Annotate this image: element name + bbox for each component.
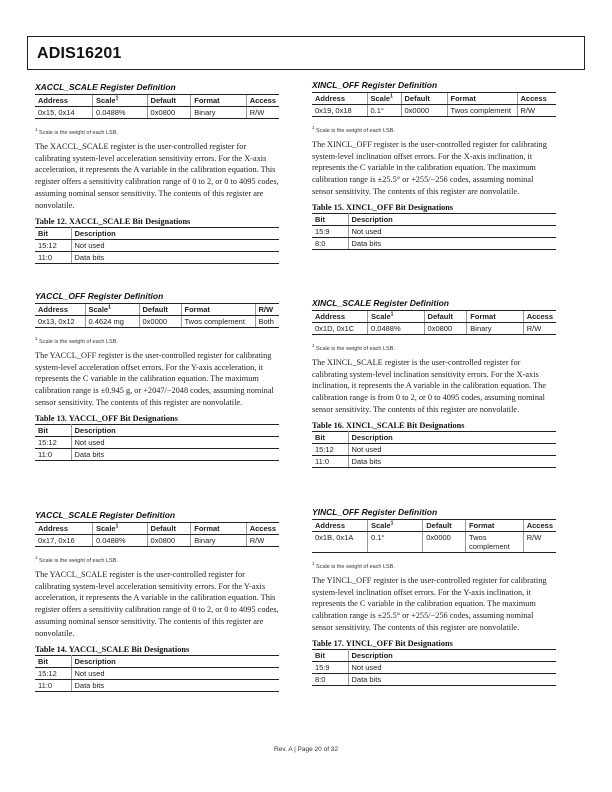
footnote-text: Scale is the weight of each LSB.	[37, 129, 118, 136]
register-table	[312, 520, 556, 553]
col-format: Format	[465, 520, 523, 532]
col-bit: Bit	[35, 227, 71, 239]
col-format: Format	[191, 523, 246, 535]
cell-description: Data bits	[348, 455, 556, 467]
table-header-row	[312, 93, 556, 105]
cell-bit: 8:0	[312, 673, 348, 685]
col-bit: Bit	[312, 649, 348, 661]
page-title: ADIS16201	[37, 45, 122, 62]
register-table	[35, 95, 279, 119]
cell-rw: Both	[255, 316, 279, 328]
cell-format: Twos complement	[465, 532, 523, 553]
col-format: Format	[181, 304, 255, 316]
cell-description: Not used	[348, 225, 556, 237]
cell-bit: 15:12	[35, 239, 71, 251]
footnote	[312, 560, 556, 571]
cell-description: Not used	[71, 436, 279, 448]
section-xaccl-scale	[35, 82, 279, 264]
footnote-marker: 1	[312, 125, 315, 130]
register-title: YACCL_SCALE Register Definition	[35, 510, 279, 523]
body-text: The XINCL_OFF register is the user-controlled register for calibrating system-level inclination offset errors. For the X-axis inclination, it represents the C variable in the calibration equation. The maximum calibration range is ±25.5° or +255/−256 codes, assuming nominal sensor sensitivity. The contents of this register are nonvolatile.	[312, 139, 547, 197]
section-xincl-scale	[312, 298, 556, 468]
cell-access: R/W	[523, 323, 556, 335]
table-header-row	[312, 649, 556, 661]
footnote-text: Scale is the weight of each LSB.	[37, 557, 118, 564]
col-format: Format	[467, 311, 523, 323]
register-table	[312, 311, 556, 335]
cell-bit: 11:0	[35, 251, 71, 263]
cell-description: Not used	[348, 443, 556, 455]
col-scale	[367, 520, 422, 532]
table-row	[35, 239, 279, 251]
col-address: Address	[312, 520, 367, 532]
col-access: Access	[523, 520, 556, 532]
bit-table	[312, 431, 556, 468]
page-footer: Rev. A | Page 20 of 32	[273, 746, 339, 753]
table-row	[35, 667, 279, 679]
col-access: Access	[517, 93, 556, 105]
cell-scale: 0.0488%	[92, 535, 147, 547]
table-row	[35, 251, 279, 263]
cell-scale: 0.0488%	[368, 323, 425, 335]
col-bit: Bit	[35, 655, 71, 667]
col-default: Default	[139, 304, 181, 316]
col-default: Default	[423, 520, 466, 532]
register-table	[35, 523, 279, 547]
register-title: XINCL_OFF Register Definition	[312, 80, 556, 93]
table-header-row	[35, 227, 279, 239]
col-scale	[368, 311, 425, 323]
table-header-row	[35, 424, 279, 436]
register-title: YACCL_OFF Register Definition	[35, 291, 279, 304]
table-header-row	[35, 304, 279, 316]
table-row	[35, 107, 279, 119]
cell-bit: 15:12	[35, 436, 71, 448]
cell-description: Not used	[348, 661, 556, 673]
register-table	[312, 93, 556, 117]
col-scale-label: Scale	[95, 96, 116, 105]
bit-table	[312, 649, 556, 686]
cell-description: Data bits	[348, 237, 556, 249]
table-row	[312, 532, 556, 553]
footnote-marker: 1	[390, 93, 393, 100]
section-xincl-off	[312, 80, 556, 250]
cell-default: 0x0800	[424, 323, 467, 335]
register-table	[35, 304, 279, 328]
col-scale	[92, 523, 147, 535]
register-title: XACCL_SCALE Register Definition	[35, 82, 279, 95]
section-yaccl-scale	[35, 510, 279, 692]
cell-bit: 15:9	[312, 225, 348, 237]
cell-default: 0x0000	[139, 316, 181, 328]
footnote-marker: 1	[115, 95, 119, 102]
cell-bit: 8:0	[312, 237, 348, 249]
table-header-row	[35, 95, 279, 107]
table-caption: Table 15. XINCL_OFF Bit Designations	[312, 202, 454, 212]
cell-access: R/W	[523, 532, 556, 553]
body-text: The YACCL_OFF register is the user-controlled register for calibrating system-level acceleration offset errors. For the Y-axis acceleration, it represents the C variable in the calibration equation. The maximum calibration range is ±0.945 g, or +2047/−2048 codes, assuming nominal sensor sensitivity. The contents of this register are nonvolatile.	[35, 350, 274, 408]
col-access: Access	[246, 95, 279, 107]
cell-scale: 0.1°	[367, 105, 401, 117]
cell-access: R/W	[517, 105, 556, 117]
col-address: Address	[312, 311, 368, 323]
col-access: Access	[246, 523, 279, 535]
cell-bit: 15:12	[35, 667, 71, 679]
cell-format: Binary	[467, 323, 523, 335]
footnote-marker: 1	[390, 520, 394, 527]
footnote-marker: 1	[35, 127, 38, 132]
cell-description: Not used	[71, 239, 279, 251]
cell-format: Twos complement	[181, 316, 255, 328]
table-caption: Table 14. YACCL_SCALE Bit Designations	[35, 644, 190, 654]
table-caption: Table 12. XACCL_SCALE Bit Designations	[35, 216, 191, 226]
col-address: Address	[35, 95, 92, 107]
col-format: Format	[447, 93, 517, 105]
col-scale	[367, 93, 401, 105]
cell-bit: 15:9	[312, 661, 348, 673]
col-scale-label: Scale	[370, 94, 391, 103]
cell-access: R/W	[246, 535, 279, 547]
body-text: The YACCL_SCALE register is the user-controlled register for calibrating system-level acceleration sensitivity errors. For the Y-axis acceleration, it represents the A variable in the calibration equation. This register offers a sensitivity calibration range of 0 to 2, or 0 to 4095 codes, assuming nominal sensor sensitivity. The contents of this register are nonvolatile.	[35, 569, 279, 638]
footnote	[312, 124, 556, 135]
cell-address: 0x15, 0x14	[35, 107, 92, 119]
footnote-text: Scale is the weight of each LSB.	[37, 338, 118, 345]
table-header-row	[35, 523, 279, 535]
header-box	[27, 36, 585, 70]
table-header-row	[312, 311, 556, 323]
table-row	[312, 105, 556, 117]
col-default: Default	[147, 95, 191, 107]
col-description: Description	[348, 213, 556, 225]
cell-scale: 0.4624 mg	[85, 316, 139, 328]
col-address: Address	[35, 523, 92, 535]
table-row	[312, 673, 556, 685]
table-row	[35, 316, 279, 328]
col-scale	[92, 95, 147, 107]
footnote	[35, 335, 279, 346]
section-yaccl-off	[35, 291, 279, 461]
footnote	[312, 342, 556, 353]
bit-table	[35, 424, 279, 461]
table-caption: Table 13. YACCL_OFF Bit Designations	[35, 413, 178, 423]
table-row	[312, 225, 556, 237]
cell-access: R/W	[246, 107, 279, 119]
cell-default: 0x0000	[401, 105, 447, 117]
col-bit: Bit	[312, 431, 348, 443]
footnote	[35, 554, 279, 565]
footnote-marker: 1	[312, 561, 315, 566]
cell-scale: 0.1°	[367, 532, 422, 553]
register-title: XINCL_SCALE Register Definition	[312, 298, 556, 311]
col-description: Description	[348, 431, 556, 443]
footnote	[35, 126, 279, 137]
table-row	[312, 237, 556, 249]
col-access: Access	[523, 311, 556, 323]
bit-table	[35, 655, 279, 692]
cell-bit: 11:0	[312, 455, 348, 467]
col-description: Description	[71, 655, 279, 667]
cell-format: Twos complement	[447, 105, 517, 117]
cell-address: 0x17, 0x16	[35, 535, 92, 547]
footnote-text: Scale is the weight of each LSB.	[314, 127, 395, 134]
cell-address: 0x1B, 0x1A	[312, 532, 367, 553]
cell-address: 0x19, 0x18	[312, 105, 367, 117]
register-title: YINCL_OFF Register Definition	[312, 507, 556, 520]
cell-description: Not used	[71, 667, 279, 679]
cell-description: Data bits	[71, 679, 279, 691]
col-description: Description	[71, 227, 279, 239]
table-caption: Table 16. XINCL_SCALE Bit Designations	[312, 420, 465, 430]
col-bit: Bit	[312, 213, 348, 225]
col-default: Default	[147, 523, 191, 535]
footnote-text: Scale is the weight of each LSB.	[314, 563, 395, 570]
footnote-marker: 1	[312, 343, 315, 348]
cell-description: Data bits	[71, 448, 279, 460]
footnote-text: Scale is the weight of each LSB.	[314, 345, 395, 352]
footnote-marker: 1	[115, 523, 119, 530]
col-scale-label: Scale	[370, 521, 391, 530]
table-row	[312, 443, 556, 455]
cell-scale: 0.0488%	[92, 107, 147, 119]
col-format: Format	[191, 95, 246, 107]
col-default: Default	[401, 93, 447, 105]
footnote-marker: 1	[108, 304, 111, 311]
col-address: Address	[312, 93, 367, 105]
footnote-marker: 1	[35, 336, 38, 341]
cell-bit: 15:12	[312, 443, 348, 455]
col-scale	[85, 304, 139, 316]
footnote-marker: 1	[390, 311, 394, 318]
bit-table	[35, 227, 279, 264]
table-row	[35, 448, 279, 460]
cell-format: Binary	[191, 535, 246, 547]
col-rw: R/W	[255, 304, 279, 316]
col-description: Description	[71, 424, 279, 436]
col-description: Description	[348, 649, 556, 661]
col-scale-label: Scale	[371, 312, 391, 321]
cell-address: 0x1D, 0x1C	[312, 323, 368, 335]
table-header-row	[312, 431, 556, 443]
table-row	[35, 535, 279, 547]
cell-format: Binary	[191, 107, 246, 119]
cell-default: 0x0000	[423, 532, 466, 553]
table-row	[312, 661, 556, 673]
cell-bit: 11:0	[35, 448, 71, 460]
table-row	[312, 455, 556, 467]
col-bit: Bit	[35, 424, 71, 436]
body-text: The YINCL_OFF register is the user-controlled register for calibrating system-level inclination offset errors. For the Y-axis inclination, it represents the C variable in the calibration equation. The maximum calibration range is ±25.5° or +255/−256 codes, assuming nominal sensor sensitivity. The contents of this register are nonvolatile.	[312, 575, 547, 633]
table-row	[312, 323, 556, 335]
cell-default: 0x0800	[147, 535, 191, 547]
col-default: Default	[424, 311, 467, 323]
cell-description: Data bits	[348, 673, 556, 685]
table-header-row	[35, 655, 279, 667]
body-text: The XACCL_SCALE register is the user-controlled register for calibrating system-level acceleration sensitivity errors. For the X-axis acceleration, it represents the A variable in the calibration equation. This register offers a sensitivity calibration range of 0 to 2, or 0 to 4095 codes, assuming nominal sensor sensitivity. The contents of this register are nonvolatile.	[35, 141, 279, 210]
col-scale-label: Scale	[95, 524, 116, 533]
cell-default: 0x0800	[147, 107, 191, 119]
body-text: The XINCL_SCALE register is the user-controlled register for calibrating system-level inclination sensitivity errors. For the X-axis inclination, it represents the A variable in the calibration equation. The calibration range is from 0 to 2, or 0 to 4095 codes, assuming nominal sensor sensitivity. The contents of this register are nonvolatile.	[312, 357, 546, 415]
cell-address: 0x13, 0x12	[35, 316, 85, 328]
cell-description: Data bits	[71, 251, 279, 263]
table-row	[35, 679, 279, 691]
table-header-row	[312, 520, 556, 532]
col-scale-label: Scale	[88, 305, 109, 314]
table-row	[35, 436, 279, 448]
section-yincl-off	[312, 507, 556, 686]
table-caption: Table 17. YINCL_OFF Bit Designations	[312, 638, 453, 648]
cell-bit: 11:0	[35, 679, 71, 691]
table-header-row	[312, 213, 556, 225]
footnote-marker: 1	[35, 555, 38, 560]
col-address: Address	[35, 304, 85, 316]
bit-table	[312, 213, 556, 250]
